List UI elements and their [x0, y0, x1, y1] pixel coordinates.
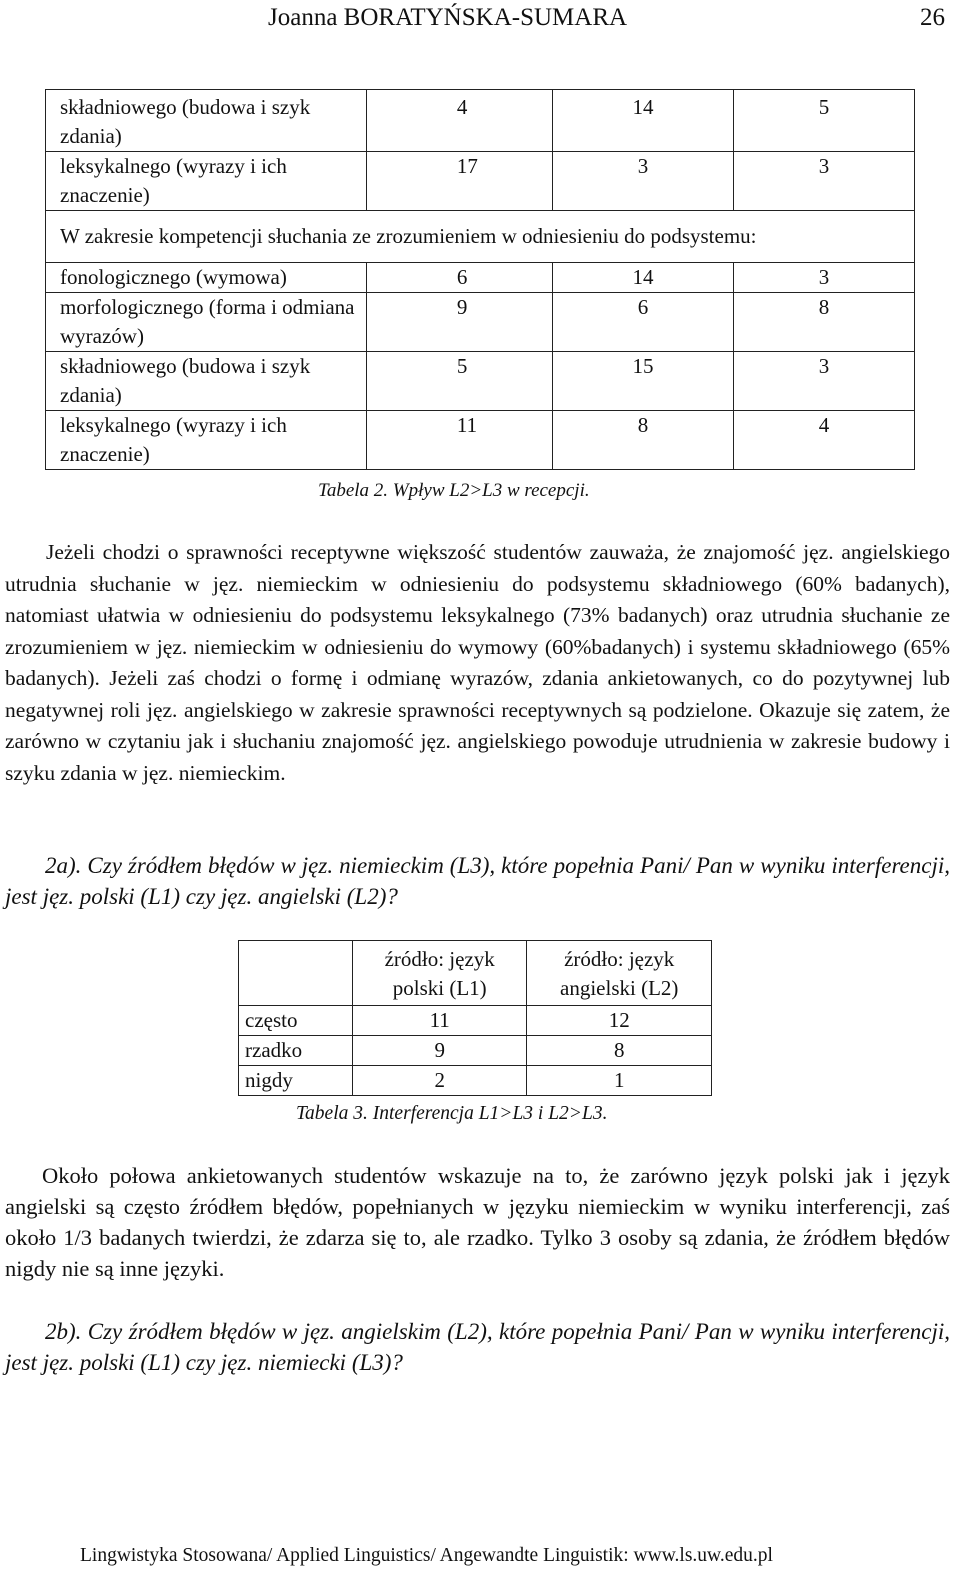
table-header-row — [239, 941, 712, 1006]
cell-value: 4 — [734, 411, 915, 470]
cell-value: 5 — [366, 352, 552, 411]
table-row — [46, 352, 915, 411]
row-label: leksykalnego (wyrazy i ich znaczenie) — [46, 411, 367, 470]
row-label: leksykalnego (wyrazy i ich znaczenie) — [46, 152, 367, 211]
cell-value: 9 — [366, 293, 552, 352]
cell-value: 15 — [553, 352, 734, 411]
row-label: składniowego (budowa i szyk zdania) — [46, 352, 367, 411]
table-2 — [45, 89, 915, 470]
table-3 — [238, 940, 712, 1096]
table-row — [239, 1006, 712, 1036]
cell-value: 4 — [366, 90, 552, 152]
table-section-row — [46, 211, 915, 263]
cell-value: 6 — [366, 263, 552, 293]
table-3-caption: Tabela 3. Interferencja L1>L3 i L2>L3. — [296, 1103, 608, 1124]
table-row — [239, 1036, 712, 1066]
cell-value: 6 — [553, 293, 734, 352]
row-label: fonologicznego (wymowa) — [46, 263, 367, 293]
question-2a — [5, 850, 950, 912]
page-number: 26 — [920, 4, 945, 31]
cell-value: 8 — [734, 293, 915, 352]
row-label: rzadko — [239, 1036, 353, 1066]
cell-value: 3 — [734, 152, 915, 211]
cell-value: 14 — [553, 263, 734, 293]
cell-value: 17 — [366, 152, 552, 211]
cell-value: 11 — [366, 411, 552, 470]
running-header-author: Joanna BORATYŃSKA-SUMARA — [268, 4, 628, 31]
cell-value: 11 — [352, 1006, 526, 1036]
table-row — [46, 411, 915, 470]
table-row — [239, 1066, 712, 1096]
table-row — [46, 152, 915, 211]
table-row — [46, 263, 915, 293]
row-label: składniowego (budowa i szyk zdania) — [46, 90, 367, 152]
cell-value: 3 — [734, 352, 915, 411]
body-paragraph-1 — [5, 537, 950, 789]
cell-value: 5 — [734, 90, 915, 152]
body-paragraph-2 — [5, 1160, 950, 1284]
section-header: W zakresie kompetencji słuchania ze zrozumieniem w odniesieniu do podsystemu: — [46, 211, 915, 263]
cell-value: 3 — [734, 263, 915, 293]
cell-value: 1 — [527, 1066, 712, 1096]
cell-value: 14 — [553, 90, 734, 152]
table-row — [46, 293, 915, 352]
cell-value: 8 — [553, 411, 734, 470]
header-cell: źródło: język polski (L1) — [352, 941, 526, 1006]
table-2-caption: Tabela 2. Wpływ L2>L3 w recepcji. — [318, 480, 590, 501]
row-label: morfologicznego (forma i odmiana wyrazów) — [46, 293, 367, 352]
running-footer: Lingwistyka Stosowana/ Applied Linguistics/ Angewandte Linguistik: www.ls.uw.edu.pl — [80, 1545, 773, 1566]
paragraph-text: Jeżeli chodzi o sprawności receptywne większość studentów zauważa, że znajomość jęz. angielskiego utrudnia słuchanie w jęz. niemieckim w odniesieniu do podsystemu składniowego (60% badanych), natomiast ułatwia w odniesieniu do podsystemu leksykalnego (73% badanych) oraz utrudnia słuchanie ze zrozumieniem w jęz. niemieckim w odniesieniu do wymowy (60%badanych) i systemu składniowego (65% badanych). Jeżeli zaś chodzi o formę i odmianę wyrazów, zdania ankietowanych, co do pozytywnej lub negatywnej roli jęz. angielskiego w zakresie sprawności receptywnych są podzielone. Okazuje się zatem, że zarówno w czytaniu jak i słuchaniu znajomość jęz. angielskiego powoduje utrudnienia w zakresie budowy i szyku zdania w jęz. niemieckim. — [5, 540, 950, 785]
table-row — [46, 90, 915, 152]
row-label: często — [239, 1006, 353, 1036]
paragraph-text: Około połowa ankietowanych studentów wskazuje na to, że zarówno język polski jak i język angielski są często źródłem błędów, popełnianych w języku niemieckim w wyniku interferencji, zaś około 1/3 badanych twierdzi, że zdarza się to, ale rzadko. Tylko 3 osoby są zdania, że źródłem błędów nigdy nie są inne języki. — [5, 1163, 950, 1281]
header-cell: źródło: język angielski (L2) — [527, 941, 712, 1006]
header-cell — [239, 941, 353, 1006]
row-label: nigdy — [239, 1066, 353, 1096]
question-2b — [5, 1316, 950, 1378]
cell-value: 8 — [527, 1036, 712, 1066]
question-text: 2b). Czy źródłem błędów w jęz. angielskim (L2), które popełnia Pani/ Pan w wyniku interferencji, jest jęz. polski (L1) czy jęz. niemiecki (L3)? — [5, 1319, 950, 1375]
question-text: 2a). Czy źródłem błędów w jęz. niemieckim (L3), które popełnia Pani/ Pan w wyniku interferencji, jest jęz. polski (L1) czy jęz. angielski (L2)? — [5, 853, 950, 909]
cell-value: 2 — [352, 1066, 526, 1096]
cell-value: 3 — [553, 152, 734, 211]
cell-value: 12 — [527, 1006, 712, 1036]
cell-value: 9 — [352, 1036, 526, 1066]
